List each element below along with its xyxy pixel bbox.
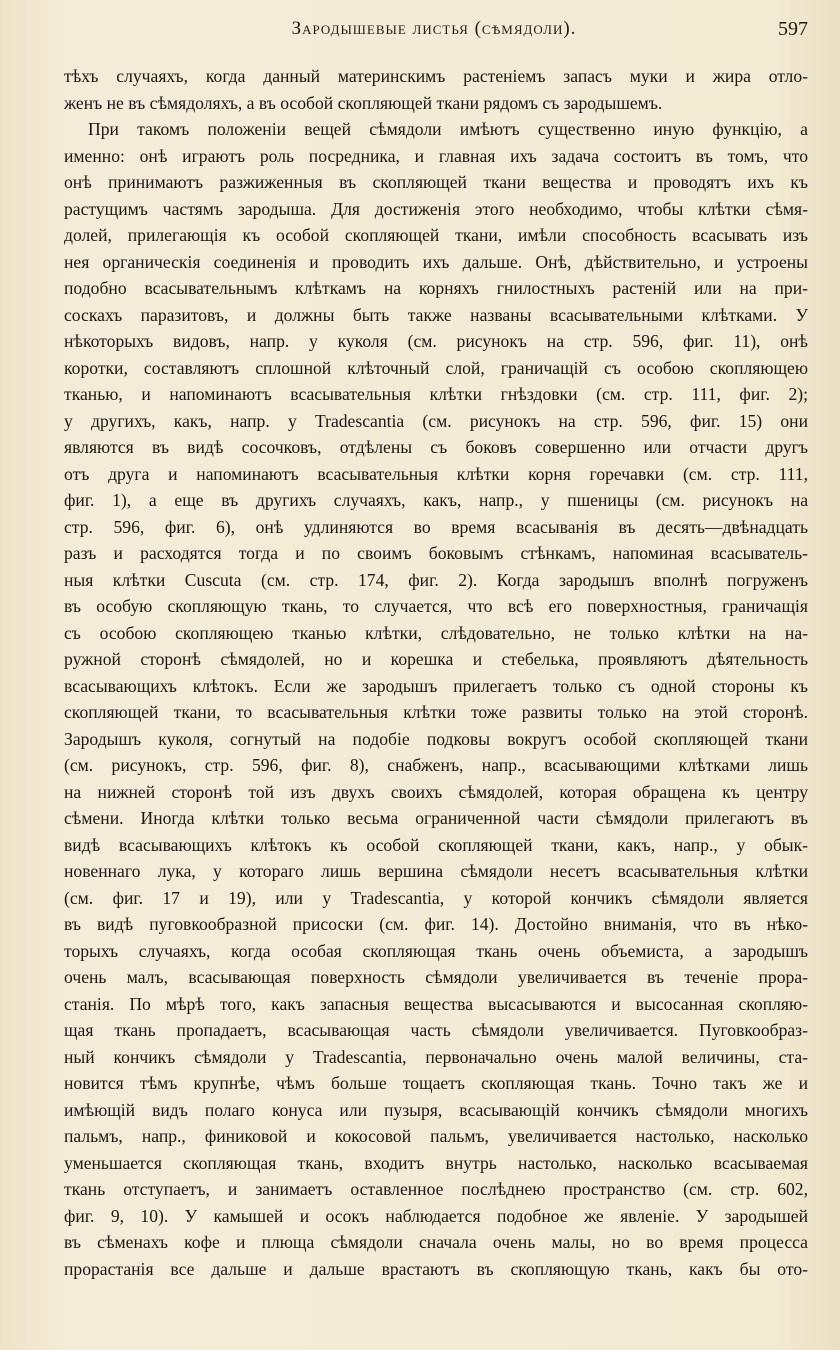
text-line: пальмъ, напр., финиковой и кокосовой пальмъ, увеличивается настолько, насколько [64,1126,808,1146]
text-line: подобно всасывательнымъ клѣткамъ на корняхъ гнилостныхъ растеній или на при- [64,278,808,298]
text-line: ружной сторонѣ сѣмядолей, но и корешка и стебелька, проявляютъ дѣятельность [64,649,808,669]
text-line: стр. 596, фиг. 6), онѣ удлиняются во время всасыванія въ десять—двѣнадцать [64,516,808,537]
text-line: При такомъ положеніи вещей сѣмядоли имѣютъ существенно иную функцію, а [88,119,808,139]
text-line: разъ и расходятся тогда и по своимъ боковымъ стѣнкамъ, напоминая всасыватель- [64,543,808,563]
text-line: нея органическія соединенія и проводить ихъ дальше. Онѣ, дѣйствительно, и устроены [64,251,808,272]
text-line: уменьшается скопляющая ткань, входитъ внутрь настолько, насколько всасываемая [64,1152,808,1173]
text-line: видѣ всасывающихъ клѣтокъ къ особой скопляющей ткани, какъ, напр., у обык- [64,834,808,855]
text-line: женъ не въ сѣмядоляхъ, а въ особой скопляющей ткани рядомъ съ зародышемъ. [64,92,663,113]
text-line: сѣмени. Иногда клѣтки только весьма ограниченной части сѣмядоли прилегаютъ въ [64,808,808,828]
page-header [60,18,808,48]
text-line: растущимъ частямъ зародыша. Для достиженія этого необходимо, чтобы клѣтки сѣмя- [64,198,808,219]
text-line: въ видѣ пуговкообразной присоски (см. фиг. 14). Достойно вниманія, что въ нѣко- [64,914,808,934]
text-line: на нижней сторонѣ той изъ двухъ своихъ сѣмядолей, которая обращена къ центру [64,781,808,802]
page-number: 597 [778,18,808,40]
text-line: новеннаго лука, у котораго лишь вершина сѣмядоли несетъ всасывательныя клѣтки [64,861,808,881]
text-line: съ особою скопляющею тканью клѣтки, слѣдовательно, не только клѣтки на на- [64,622,808,643]
text-line: фиг. 1), а еще въ другихъ случаяхъ, какъ, напр., у пшеницы (см. рисунокъ на [64,490,808,510]
text-line: онѣ принимаютъ разжиженныя въ скопляющей ткани вещества и проводятъ ихъ къ [64,172,808,192]
text-line: Зародышъ куколя, согнутый на подобіе подковы вокругъ особой скопляющей ткани [64,728,808,749]
text-line: фиг. 9, 10). У камышей и осокъ наблюдается подобное же явленіе. У зародышей [64,1205,808,1226]
text-line: отъ друга и напоминаютъ всасывательныя клѣтки корня горечавки (см. стр. 111, [64,463,808,484]
text-line: имѣющій видъ полаго конуса или пузыря, всасывающій кончикъ сѣмядоли многихъ [64,1099,808,1120]
text-line: нѣкоторыхъ видовъ, напр. у куколя (см. рисунокъ на стр. 596, фиг. 11), онѣ [64,331,808,351]
text-line: именно: онѣ играютъ роль посредника, и главная ихъ задача состоитъ въ томъ, что [64,145,808,166]
text-line: ткань отступаетъ, и занимаетъ оставленное послѣднею пространство (см. стр. 602, [64,1179,808,1199]
text-line: ный кончикъ сѣмядоли у Tradescantia, первоначально очень малой величины, ста- [64,1046,808,1067]
text-line: скопляющей ткани, то всасывательныя клѣтки тоже развиты только на этой сторонѣ. [64,702,808,722]
text-line: (см. фиг. 17 и 19), или у Tradescantia, у которой кончикъ сѣмядоли является [64,887,808,908]
text-line: тканью, и напоминаютъ всасывательныя клѣтки гнѣздовки (см. стр. 111, фиг. 2); [64,384,808,404]
text-line: ныя клѣтки Cuscuta (см. стр. 174, фиг. 2). Когда зародышъ вполнѣ погруженъ [64,569,808,590]
text-line: у другихъ, какъ, напр. у Tradescantia (см. рисунокъ на стр. 596, фиг. 15) они [64,410,808,431]
text-line: тѣхъ случаяхъ, когда данный материнскимъ растеніемъ запасъ муки и жира отло- [64,66,808,86]
text-line: являются въ видѣ сосочковъ, отдѣлены съ боковъ совершенно или отчасти другъ [64,437,808,457]
text-line: всасывающихъ клѣтокъ. Если же зародышъ прилегаетъ только съ одной стороны къ [64,675,808,696]
text-line: очень малъ, всасывающая поверхность сѣмядоли увеличивается въ теченіе прора- [64,967,808,987]
text-line: долей, прилегающія къ особой скопляющей ткани, имѣли способность всасывать изъ [64,225,808,245]
text-line: станія. По мѣрѣ того, какъ запасныя вещества высасываются и высосанная скопляю- [64,993,808,1014]
body-text [64,63,808,1282]
text-line: торыхъ случаяхъ, когда особая скопляющая ткань очень объемиста, а зародышъ [64,940,808,961]
text-line: соскахъ паразитовъ, и должны быть также названы всасывательными клѣтками. У [64,304,808,325]
text-line: щая ткань пропадаетъ, всасывающая часть сѣмядоли увеличивается. Пуговкообраз- [64,1020,808,1040]
text-line: прорастанія все дальше и дальше врастаютъ въ скопляющую ткань, какъ бы ото- [64,1258,808,1279]
text-line: въ сѣменахъ кофе и плюща сѣмядоли сначала очень малы, но во время процесса [64,1232,808,1252]
text-line: въ особую скопляющую ткань, то случается, что всѣ его поверхностныя, граничащія [64,596,808,616]
text-line: коротки, составляютъ сплошной клѣточный слой, граничащій съ особою скопляющею [64,357,808,378]
running-head: Зародышевые листья (сѣмядоли). [291,18,577,39]
text-line: (см. рисунокъ, стр. 596, фиг. 8), снабженъ, напр., всасывающими клѣтками лишь [64,755,808,775]
text-line: новится тѣмъ крупнѣе, чѣмъ больше тощаетъ скопляющая ткань. Точно такъ же и [64,1073,808,1093]
